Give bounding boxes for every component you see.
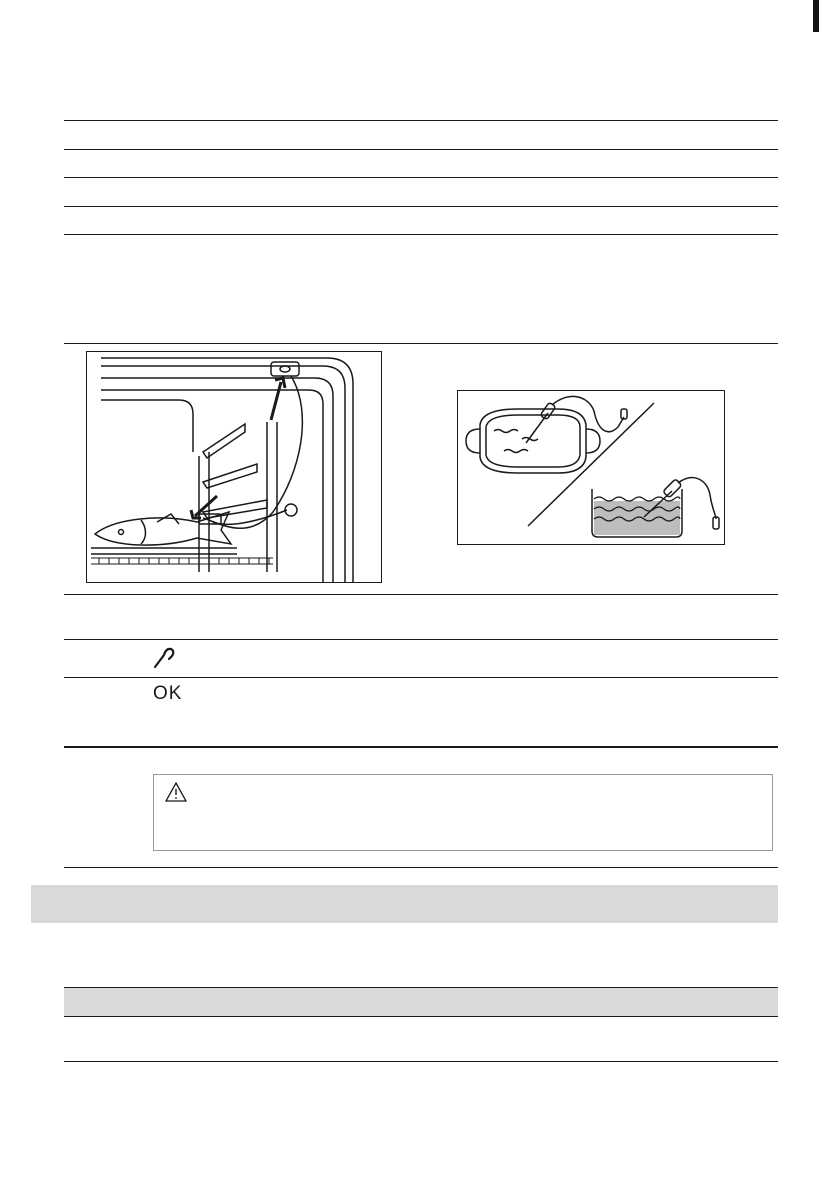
table-rule <box>64 677 778 678</box>
page-edge-marker <box>813 0 819 32</box>
probe-in-liquid-illustration <box>457 390 725 545</box>
warning-triangle-icon <box>165 782 187 802</box>
table-rule <box>64 639 778 640</box>
table-rule <box>64 1061 778 1062</box>
table-rule <box>64 120 778 121</box>
probe-icon <box>152 645 176 669</box>
table-rule <box>64 206 778 207</box>
oven-interior-drawing <box>87 352 381 582</box>
table-rule <box>64 343 778 344</box>
table-rule <box>64 149 778 150</box>
table-rule <box>64 1016 778 1017</box>
table-rule <box>64 867 778 868</box>
warning-box <box>153 774 773 851</box>
oven-probe-illustration <box>86 351 382 583</box>
section-heading-band <box>31 885 778 923</box>
table-rule <box>64 234 778 235</box>
table-rule <box>64 594 778 595</box>
table-rule <box>64 746 778 748</box>
casserole-and-pot-drawing <box>458 391 724 544</box>
table-rule <box>64 177 778 178</box>
table-header-row <box>64 988 778 1016</box>
ok-symbol: OK <box>153 683 183 704</box>
